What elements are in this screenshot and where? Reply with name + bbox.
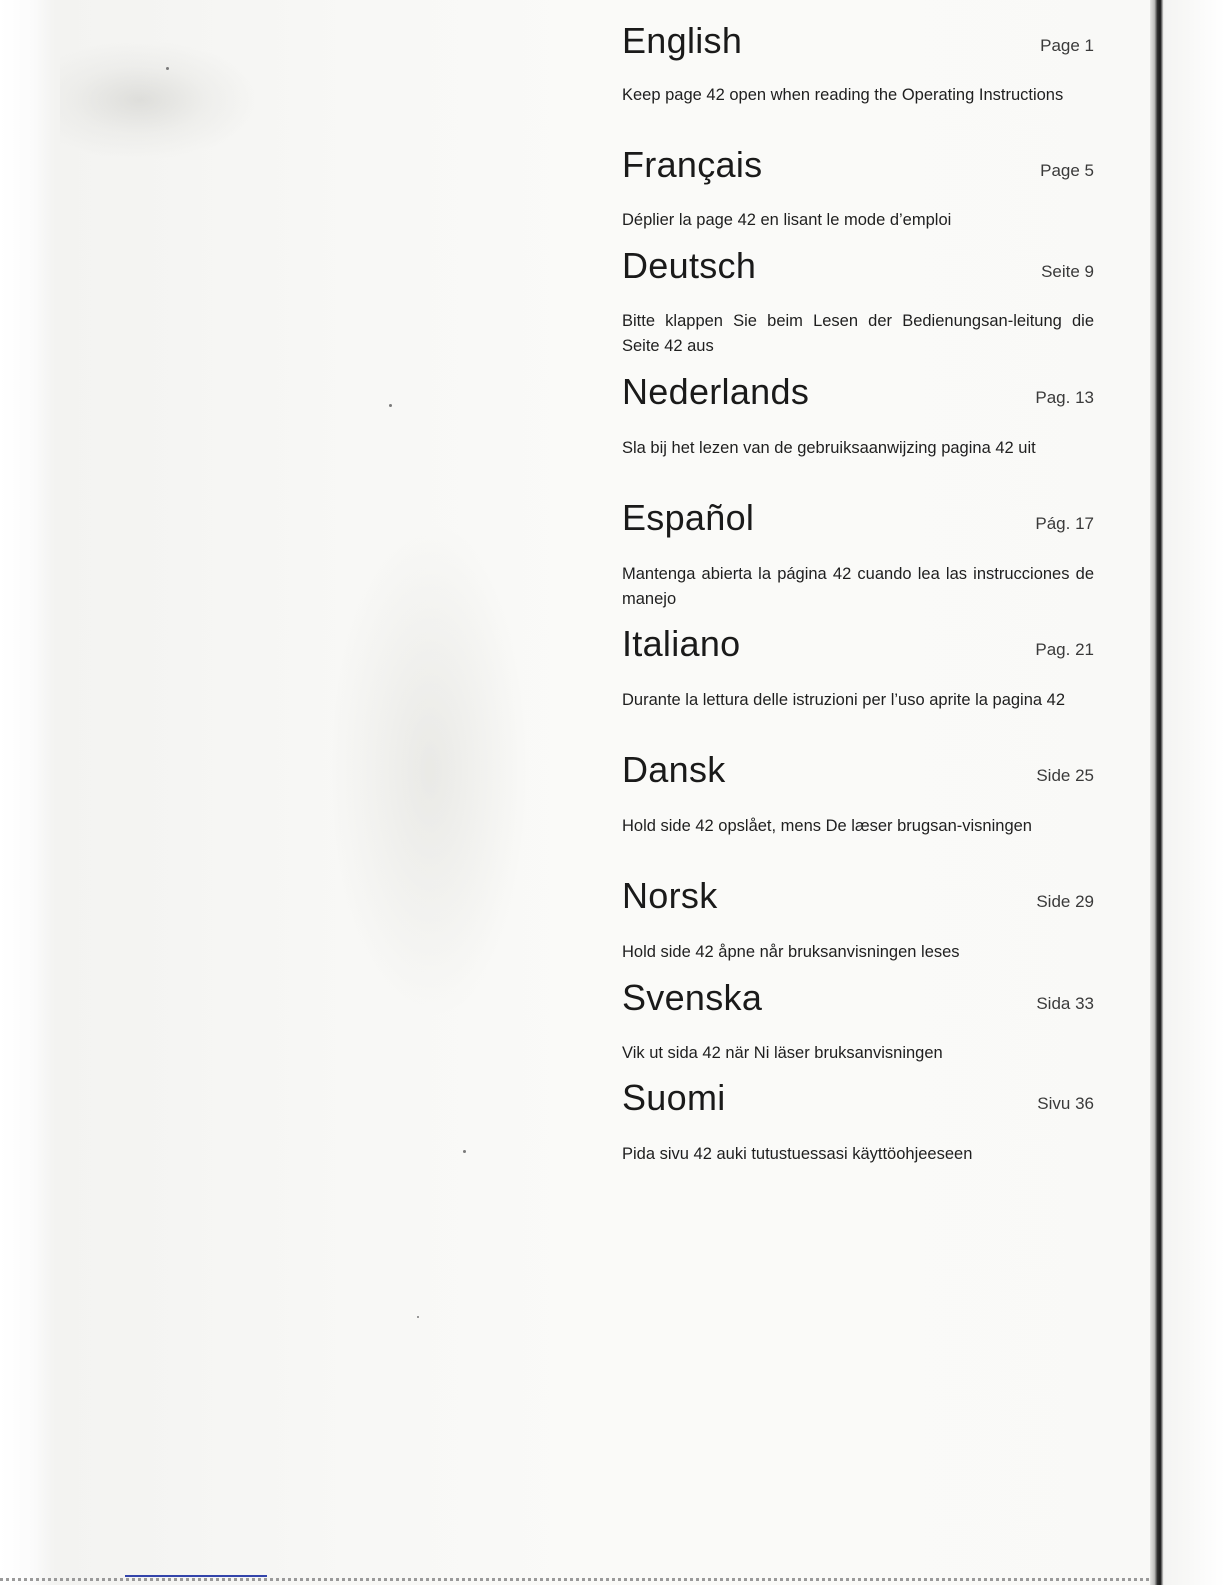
instruction-note: Hold side 42 åpne når bruksanvisningen leses [622,943,960,961]
page-reference: Page 1 [1040,36,1094,55]
instruction-note: Mantenga abierta la página 42 cuando lea las instrucciones de manejo [622,565,1094,608]
language-heading: Svenska [622,977,763,1018]
page-reference: Sivu 36 [1037,1094,1094,1113]
page-reference: Side 25 [1036,766,1094,785]
instruction-note: Keep page 42 open when reading the Operating Instructions [622,86,1064,104]
page-reference: Pag. 13 [1035,388,1094,407]
page-reference: Side 29 [1036,892,1094,911]
instruction-note: Sla bij het lezen van de gebruiksaanwijzing pagina 42 uit [622,439,1036,457]
language-heading: Italiano [622,623,741,664]
language-heading: Français [622,144,763,185]
language-heading: Nederlands [622,371,810,412]
instruction-note: Hold side 42 opslået, mens De læser brugsan-visningen [622,817,1032,835]
instruction-note: Déplier la page 42 en lisant le mode d’emploi [622,211,952,229]
page-reference: Seite 9 [1041,262,1094,281]
language-heading: Deutsch [622,245,757,286]
language-heading: Suomi [622,1077,726,1118]
language-heading: English [622,20,743,61]
language-heading: Norsk [622,875,718,916]
page-reference: Pag. 21 [1035,640,1094,659]
instruction-note: Durante la lettura delle istruzioni per l’uso aprite la pagina 42 [622,691,1066,709]
page-reference: Page 5 [1040,161,1094,180]
page-reference: Pág. 17 [1035,514,1094,533]
language-heading: Español [622,497,755,538]
instruction-note: Vik ut sida 42 när Ni läser bruksanvisningen [622,1044,943,1062]
instruction-note: Bitte klappen Sie beim Lesen der Bedienungsan-leitung die Seite 42 aus [622,312,1094,355]
instruction-note: Pida sivu 42 auki tutustuessasi käyttöohjeeseen [622,1145,973,1163]
language-heading: Dansk [622,749,726,790]
page-reference: Sida 33 [1036,994,1094,1013]
